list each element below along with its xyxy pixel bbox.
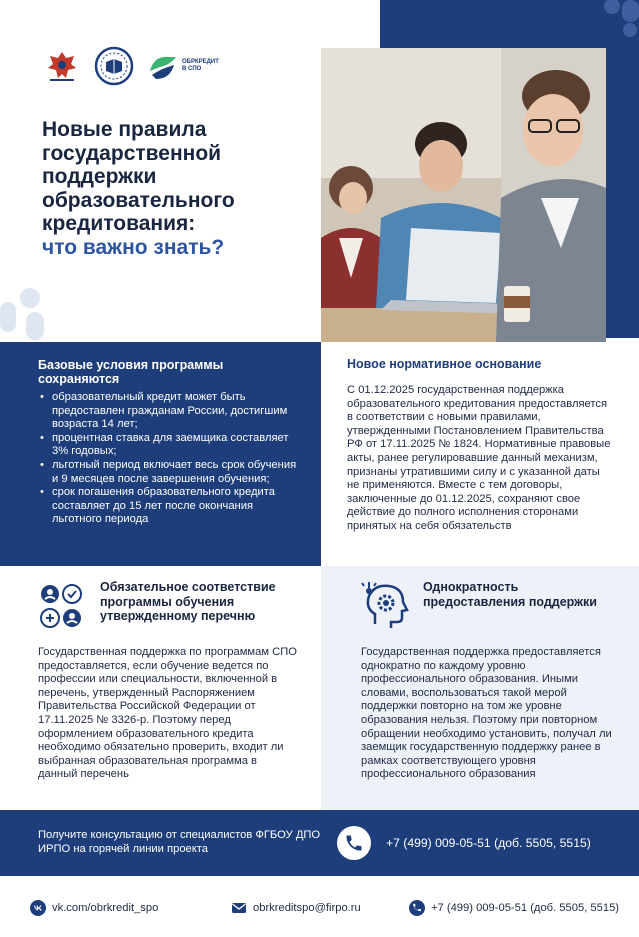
footer-email-link[interactable]: obrkreditspo@firpo.ru <box>253 902 361 914</box>
vk-icon <box>30 900 46 916</box>
page-title-accent: что важно знать? <box>42 235 225 259</box>
decor-shape-left <box>0 284 54 344</box>
normative-block <box>321 342 639 566</box>
footer-email[interactable] <box>231 900 361 916</box>
consult-phone-badge <box>337 826 371 860</box>
list-item: • процентная ставка для заемщика составляет 3% годовых; <box>38 432 301 459</box>
obrkredit-logo-icon <box>148 51 178 81</box>
compliance-block <box>0 566 321 810</box>
obrkredit-logo <box>148 51 226 81</box>
footer-vk-link[interactable]: vk.com/obrkredit_spo <box>52 902 159 914</box>
consult-text: Получите консультацию от специалистов ФГБОУ ДПО ИРПО на горячей линии проекта <box>38 829 321 855</box>
base-conditions-list <box>38 391 301 527</box>
obrkredit-logo-line1: ОБРКРЕДИТ <box>182 59 219 65</box>
mail-icon <box>231 900 247 916</box>
list-item: • срок погашения образовательного кредита составляет до 15 лет после окончания льготного периода <box>38 486 301 527</box>
normative-title: Новое нормативное основание <box>347 357 542 371</box>
compliance-text: Государственная поддержка по программам СПО предоставляется, если обучение ведется по профессии или специальности, включенной в перечень, утвержденный Распоряжением Правительства Российской Федерации от 17.11.2025 № 3326-р. Поэтому перед оформлением образовательного кредита необходимо обязательно проверить, входит ли выбранная образовательная программа в данный перечень <box>38 646 297 781</box>
head-gear-icon <box>361 580 413 632</box>
people-checklist-icon <box>38 580 90 632</box>
consult-bar <box>0 810 639 876</box>
normative-text: С 01.12.2025 государственная поддержка образовательного кредитования предоставляется в соответствии с новыми правилами, утвержденными Постановлением Правительства РФ от 17.11.2025 № 1824. Нормативные правовые акты, ранее регулировавшие данный механизм, признаны утратившими силу и с указанной даты не применяются. Вместе с тем договоры, заключенные до 01.12.2025, сохраняют свое действие до полного исполнения сторонами принятых на себя обязательств <box>347 384 611 532</box>
page-title <box>42 118 292 259</box>
eagle-emblem-icon <box>44 48 80 84</box>
students-photo <box>321 48 606 342</box>
footer <box>0 876 639 937</box>
logos-row <box>44 46 226 86</box>
phone-icon <box>409 900 425 916</box>
compliance-title: Обязательное соответствие программы обучения утвержденному перечню <box>100 580 276 623</box>
list-item: • льготный период включает весь срок обучения и 9 месяцев после завершения обучения; <box>38 459 301 486</box>
footer-phone-link[interactable]: +7 (499) 009-05-51 (доб. 5505, 5515) <box>431 902 620 914</box>
once-title: Однократность предоставления поддержки <box>423 580 597 609</box>
obrkredit-logo-line2: В СПО <box>182 66 202 72</box>
page-title-main: Новые правила государственной поддержки образовательного кредитования: <box>42 118 235 235</box>
consult-phone-link[interactable]: +7 (499) 009-05-51 (доб. 5505, 5515) <box>386 836 591 850</box>
decor-shape-top-right <box>590 0 639 40</box>
base-conditions-title: Базовые условия программы сохраняются <box>38 358 224 386</box>
base-conditions-block <box>0 342 321 566</box>
footer-phone[interactable] <box>409 900 619 916</box>
book-emblem-icon <box>94 46 134 86</box>
footer-vk[interactable] <box>30 900 158 916</box>
list-item: • образовательный кредит может быть предоставлен гражданам России, достигшим возраста 14 лет; <box>38 391 301 432</box>
once-text: Государственная поддержка предоставляется однократно по каждому уровню профессионального образования. Иными словами, воспользоваться такой мерой поддержки повторно на том же уровне образования нельзя. Поэтому при повторном обращении необходимо установить, получал ли заемщик государственную поддержку ранее в рамках соответствующего уровня профессионального образования <box>361 646 612 781</box>
phone-icon <box>344 833 364 853</box>
once-block <box>321 566 639 810</box>
